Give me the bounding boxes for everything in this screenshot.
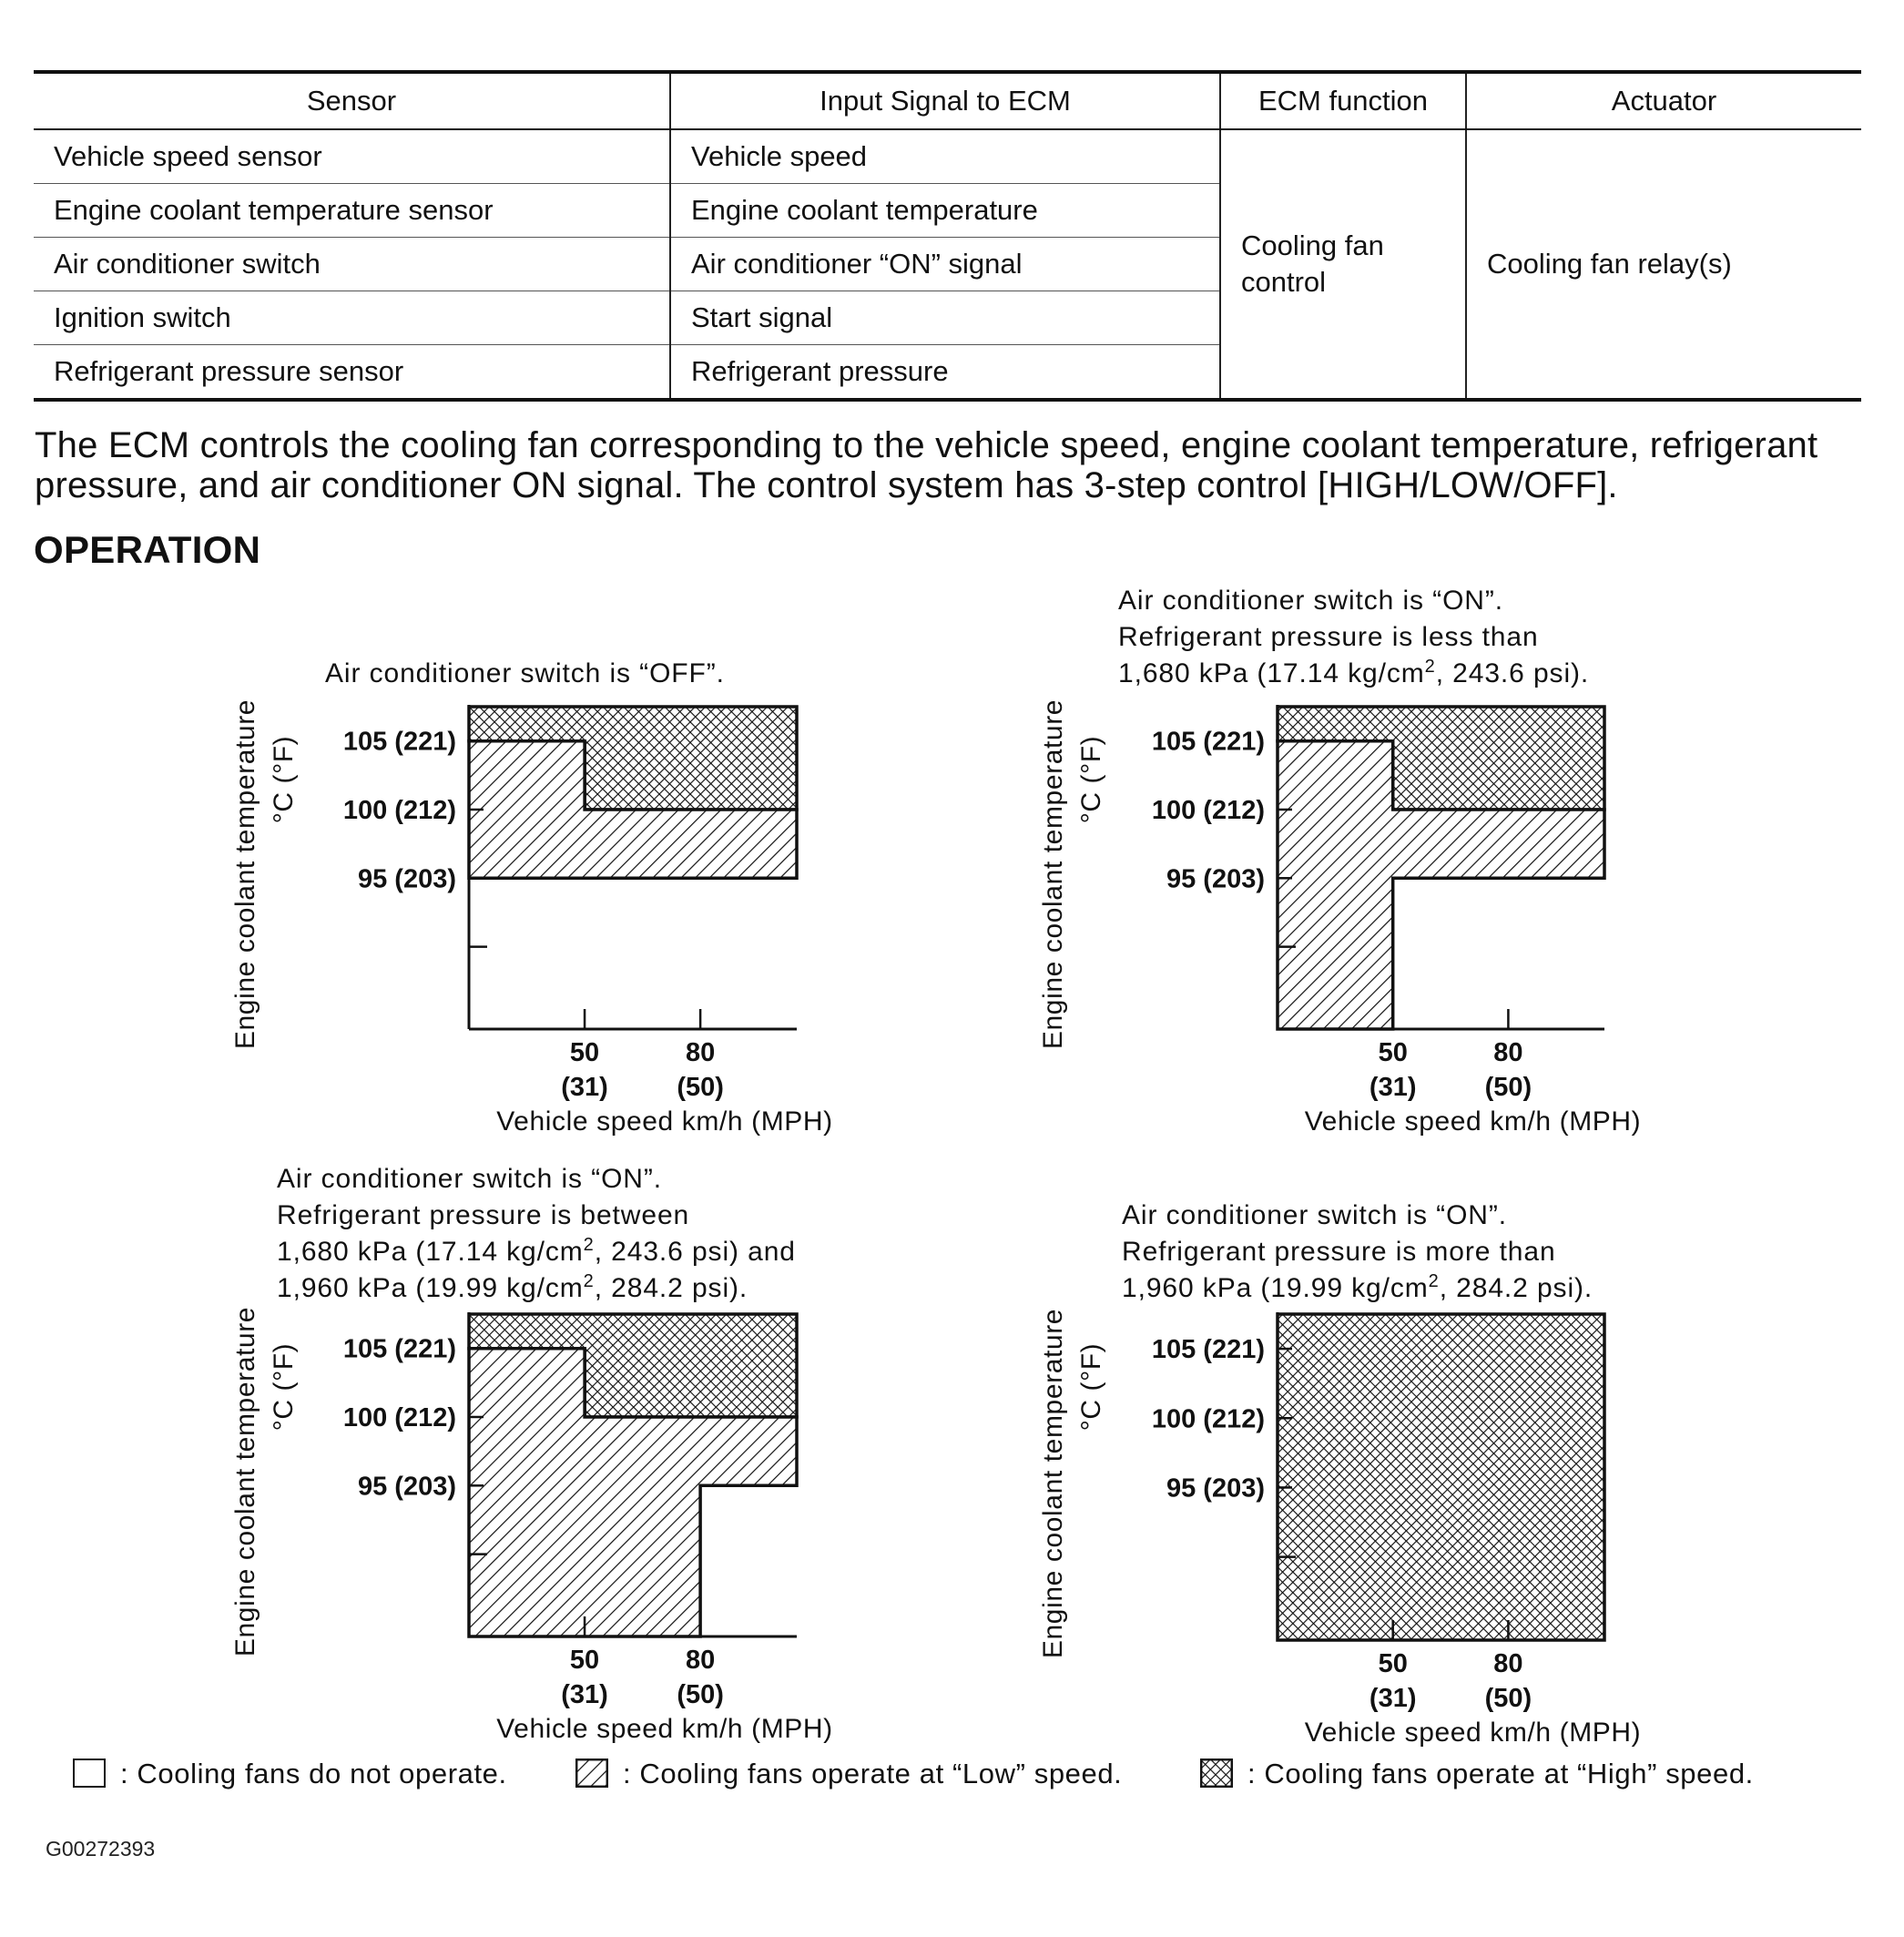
y-tick-label: 105 (221) — [1151, 727, 1265, 757]
x-tick-sublabel: (31) — [561, 1073, 608, 1102]
y-axis-title: Engine coolant temperature — [230, 698, 260, 1050]
x-tick-sublabel: (50) — [677, 1073, 724, 1102]
y-axis-unit: °C (°F) — [1076, 1342, 1106, 1432]
signal-cell: Start signal — [670, 291, 1220, 345]
x-tick-label: 50 — [1378, 1038, 1408, 1067]
chart-caption: Air conditioner switch is “ON”. Refrigerant pressure is less than 1,680 kPa (17.14 $kg/cm^2$, 243.6 psi). — [1118, 586, 1590, 688]
signal-cell: Vehicle speed — [670, 129, 1220, 184]
x-axis-title: Vehicle speed km/h (MPH) — [1304, 1106, 1642, 1137]
y-axis-unit: °C (°F) — [269, 1342, 299, 1432]
x-tick-sublabel: (31) — [1369, 1684, 1417, 1713]
chart-2 — [1038, 699, 1641, 1137]
y-axis-title: Engine coolant temperature — [1038, 698, 1068, 1050]
y-tick-label: 100 (212) — [1151, 795, 1265, 825]
legend-text-high: : Cooling fans operate at “High” speed. — [1247, 1758, 1754, 1789]
chart-caption: Air conditioner switch is “ON”. Refrigerant pressure is more than 1,960 kPa (19.99 $kg/cm^2$, 284.2 psi). — [1122, 1200, 1593, 1303]
legend-text-low: : Cooling fans operate at “Low” speed. — [623, 1758, 1123, 1789]
y-tick-label: 105 (221) — [342, 1334, 456, 1364]
header-ecm-function: ECM function — [1220, 72, 1466, 129]
sensor-cell: Refrigerant pressure sensor — [34, 345, 670, 401]
x-tick-sublabel: (50) — [1484, 1684, 1532, 1713]
y-tick-label: 95 (203) — [1166, 1473, 1265, 1504]
y-tick-label: 95 (203) — [1166, 864, 1265, 894]
figure-id: G00272393 — [46, 1837, 156, 1861]
y-tick-label: 105 (221) — [342, 727, 456, 757]
ecm-function-cell: Cooling fan control — [1220, 129, 1466, 400]
x-tick-label: 80 — [685, 1038, 716, 1067]
chart-caption: Air conditioner switch is “OFF”. — [325, 658, 725, 688]
y-tick-label: 100 (212) — [342, 1402, 456, 1432]
x-axis-title: Vehicle speed km/h (MPH) — [496, 1714, 833, 1744]
x-tick-label: 80 — [1493, 1038, 1523, 1067]
sensor-cell: Ignition switch — [34, 291, 670, 345]
x-tick-sublabel: (50) — [677, 1680, 724, 1709]
header-sensor: Sensor — [34, 72, 670, 129]
intro-paragraph: The ECM controls the cooling fan corresponding to the vehicle speed, engine coolant temperature, refrigerant pressure, and air conditioner ON signal. The control system has 3-step control [HIGH/LOW/OFF]. — [35, 425, 1818, 505]
x-tick-label: 50 — [1378, 1649, 1408, 1678]
header-actuator: Actuator — [1466, 72, 1861, 129]
signal-cell: Refrigerant pressure — [670, 345, 1220, 401]
y-tick-label: 95 (203) — [357, 864, 456, 894]
chart-4 — [1038, 1309, 1641, 1748]
x-tick-label: 50 — [569, 1646, 600, 1675]
y-axis-unit: °C (°F) — [269, 735, 299, 824]
y-axis-title: Engine coolant temperature — [230, 1306, 260, 1657]
y-tick-label: 100 (212) — [342, 795, 456, 825]
header-input-signal: Input Signal to ECM — [670, 72, 1220, 129]
x-tick-sublabel: (31) — [1369, 1073, 1417, 1102]
x-tick-sublabel: (31) — [561, 1680, 608, 1709]
chart-3 — [230, 1307, 833, 1744]
legend-swatch-off — [73, 1759, 106, 1788]
sensor-cell: Air conditioner switch — [34, 238, 670, 291]
x-axis-title: Vehicle speed km/h (MPH) — [496, 1106, 833, 1137]
signal-cell: Engine coolant temperature — [670, 184, 1220, 238]
sensor-cell: Vehicle speed sensor — [34, 129, 670, 184]
y-axis-title: Engine coolant temperature — [1038, 1308, 1068, 1659]
x-tick-label: 80 — [685, 1646, 716, 1675]
actuator-cell: Cooling fan relay(s) — [1466, 129, 1861, 400]
y-tick-label: 95 (203) — [357, 1472, 456, 1502]
y-tick-label: 105 (221) — [1151, 1335, 1265, 1365]
x-tick-label: 50 — [569, 1038, 600, 1067]
legend-swatch-high — [1200, 1759, 1233, 1788]
chart-caption: Air conditioner switch is “ON”. Refrigerant pressure is between 1,680 kPa (17.14 $kg/cm^2$, 243.6 psi) and 1,960 kPa (19.99 $kg/cm^2$, 284.2 psi). — [277, 1164, 796, 1303]
legend-text-off: : Cooling fans do not operate. — [120, 1758, 507, 1789]
x-axis-title: Vehicle speed km/h (MPH) — [1304, 1718, 1642, 1748]
chart-1 — [230, 699, 833, 1137]
sensor-cell: Engine coolant temperature sensor — [34, 184, 670, 238]
x-tick-label: 80 — [1493, 1649, 1523, 1678]
x-tick-sublabel: (50) — [1484, 1073, 1532, 1102]
legend-swatch-low — [575, 1759, 608, 1788]
y-tick-label: 100 (212) — [1151, 1404, 1265, 1434]
y-axis-unit: °C (°F) — [1076, 735, 1106, 824]
section-heading: OPERATION — [34, 528, 261, 571]
region-high-speed — [1278, 1314, 1604, 1640]
signal-cell: Air conditioner “ON” signal — [670, 238, 1220, 291]
